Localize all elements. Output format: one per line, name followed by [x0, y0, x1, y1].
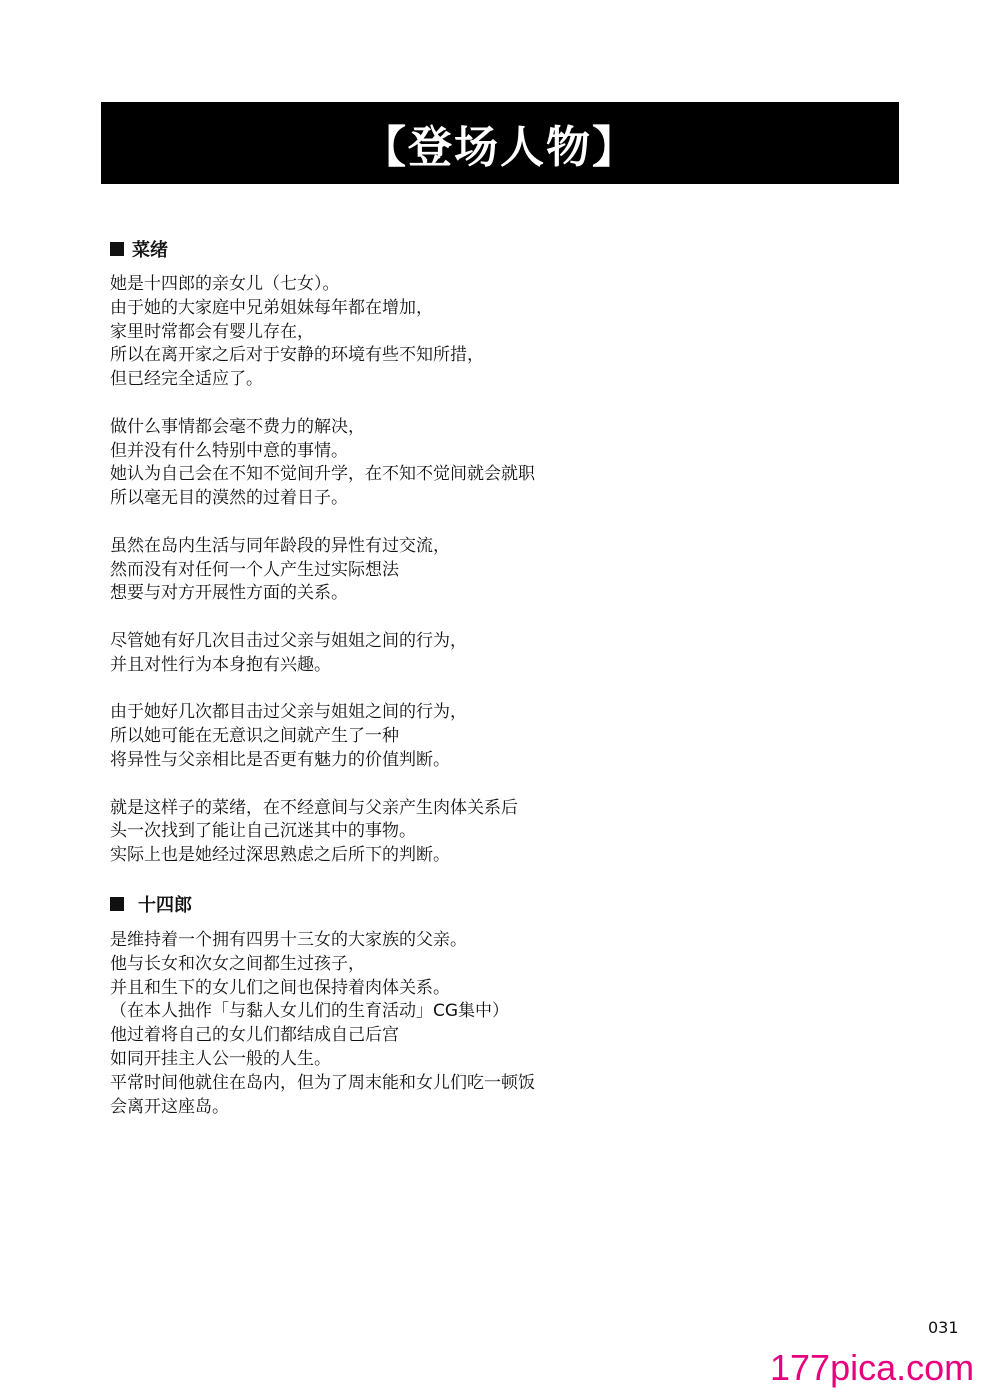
paragraph — [110, 797, 535, 868]
text-line: 将异性与父亲相比是否更有魅力的价值判断。 — [110, 749, 450, 770]
title-banner — [101, 102, 899, 184]
section-body-toshiro — [110, 929, 535, 1119]
text-line: 所以毫无目的漠然的过着日子。 — [110, 488, 348, 509]
text-line: 他过着将自己的女儿们都结成自己后宫 — [110, 1025, 399, 1046]
text-line: 所以她可能在无意识之间就产生了一种 — [110, 726, 399, 747]
paragraph — [110, 273, 535, 392]
text-line: 并且和生下的女儿们之间也保持着肉体关系。 — [110, 977, 450, 998]
text-line: 她是十四郎的亲女儿（七女）。 — [110, 274, 340, 294]
section-heading-naoi — [110, 236, 168, 262]
text-line: 平常时间他就住在岛内，但为了周末能和女儿们吃一顿饭 — [110, 1072, 535, 1093]
text-line: 所以在离开家之后对于安静的环境有些不知所措， — [110, 345, 484, 366]
text-line: 并且对性行为本身抱有兴趣。 — [110, 654, 331, 675]
text-line: 家里时常都会有婴儿存在， — [110, 321, 314, 342]
page-title: 【登场人物】 — [362, 122, 638, 173]
text-line: 但已经完全适应了。 — [110, 369, 263, 390]
text-line: 想要与对方开展性方面的关系。 — [110, 583, 348, 604]
text-line: 头一次找到了能让自己沉迷其中的事物。 — [110, 821, 416, 842]
text-line: 他与长女和次女之间都生过孩子， — [110, 953, 365, 974]
text-line: 然而没有对任何一个人产生过实际想法 — [110, 559, 399, 580]
text-line: 虽然在岛内生活与同年龄段的异性有过交流， — [110, 535, 450, 556]
text-line: （在本人拙作「与黏人女儿们的生育活动」CG集中） — [110, 1001, 510, 1022]
square-bullet-icon — [110, 242, 124, 256]
page-number: 031 — [928, 1318, 959, 1337]
square-bullet-icon — [110, 897, 124, 911]
text-line: 做什么事情都会毫不费力的解决， — [110, 416, 365, 437]
text-line: 会离开这座岛。 — [110, 1096, 229, 1117]
text-line: 但并没有什么特别中意的事情。 — [110, 440, 348, 461]
paragraph — [110, 416, 535, 511]
site-watermark: 177pica.com — [770, 1347, 975, 1388]
text-line: 尽管她有好几次目击过父亲与姐姐之间的行为， — [110, 630, 467, 651]
section-body-naoi — [110, 273, 535, 868]
section-heading-label: 菜绪 — [132, 240, 168, 261]
text-line: 是维持着一个拥有四男十三女的大家族的父亲。 — [110, 930, 467, 950]
text-line: 实际上也是她经过深思熟虑之后所下的判断。 — [110, 845, 450, 866]
text-line: 就是这样子的菜绪，在不经意间与父亲产生肉体关系后 — [110, 797, 518, 818]
paragraph — [110, 630, 535, 678]
text-line: 由于她好几次都目击过父亲与姐姐之间的行为， — [110, 702, 467, 723]
paragraph — [110, 535, 535, 606]
section-heading-toshiro — [110, 891, 192, 917]
paragraph — [110, 701, 535, 772]
paragraph — [110, 929, 535, 1119]
text-line: 她认为自己会在不知不觉间升学，在不知不觉间就会就职 — [110, 464, 535, 485]
section-heading-label: 十四郎 — [138, 895, 192, 916]
text-line: 由于她的大家庭中兄弟姐妹每年都在增加， — [110, 297, 433, 318]
text-line: 如同开挂主人公一般的人生。 — [110, 1048, 331, 1069]
